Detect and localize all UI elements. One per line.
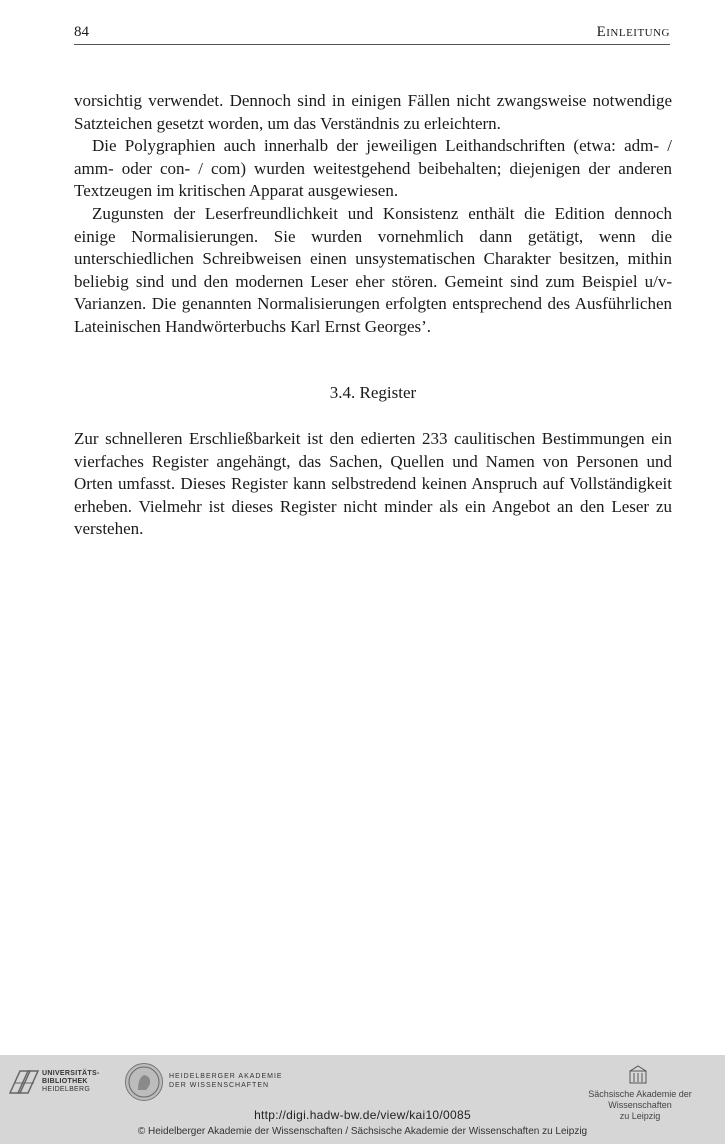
paragraph: vorsichtig verwendet. Dennoch sind in einigen Fällen nicht zwangsweise notwendige Satzteichen gesetzt worden, um das Verständnis zu erleichtern. xyxy=(74,91,672,133)
paragraph: Zur schnelleren Erschließbarkeit ist den edierten 233 caulitischen Bestimmungen ein vierfaches Register angehängt, das Sachen, Quellen und Namen von Personen und Orten umfasst. Dieses Register kann selbstredend keinen Anspruch auf Vollständigkeit erheben. Vielmehr ist dieses Register nicht minder als ein Angebot an den Leser zu verstehen. xyxy=(74,429,672,539)
permalink-url[interactable]: http://digi.hadw-bw.de/view/kai10/0085 xyxy=(254,1108,471,1122)
register-body-text xyxy=(74,428,672,541)
section-body-text xyxy=(74,90,672,339)
section-heading: 3.4. Register xyxy=(329,383,417,402)
running-head xyxy=(74,24,670,45)
viewer-footer xyxy=(0,1055,725,1144)
university-library-name: UNIVERSITÄTS- BIBLIOTHEK HEIDELBERG xyxy=(42,1070,100,1093)
saxon-academy-name: Sächsische Akademie der Wissenschaften zu Leipzig xyxy=(588,1089,692,1121)
academy-seal-icon[interactable] xyxy=(125,1063,163,1101)
running-title: Einleitung xyxy=(596,24,670,40)
copyright-notice: © Heidelberger Akademie der Wissenschaften / Sächsische Akademie der Wissenschaften zu Leipzig xyxy=(137,1126,588,1137)
saxon-academy-logo-icon[interactable] xyxy=(628,1065,648,1085)
university-library-logo-icon[interactable] xyxy=(8,1065,40,1097)
heidelberg-academy-name: HEIDELBERGER AKADEMIE DER WISSENSCHAFTEN xyxy=(169,1073,283,1089)
paragraph: Zugunsten der Leserfreundlichkeit und Konsistenz enthält die Edition dennoch einige Normalisierungen. Sie wurden vornehmlich dann getätigt, wenn die unterschiedlichen Schreibweisen einen unsystematischen Charakter besitzen, mithin beliebig sind und den modernen Leser eher stören. Gemeint sind zum Beispiel u/v-Varianzen. Die genannten Normalisierungen erfolgten entsprechend des Ausführlichen Lateinischen Handwörterbuchs Karl Ernst Georges’. xyxy=(74,203,672,336)
page-number: 84 xyxy=(74,24,89,40)
paragraph: Die Polygraphien auch innerhalb der jeweiligen Leithandschriften (etwa: adm- / amm- oder con- / com) wurden weitestgehend beibehalten; diejenigen der anderen Textzeugen im kritischen Apparat ausgewiesen. xyxy=(74,136,672,201)
